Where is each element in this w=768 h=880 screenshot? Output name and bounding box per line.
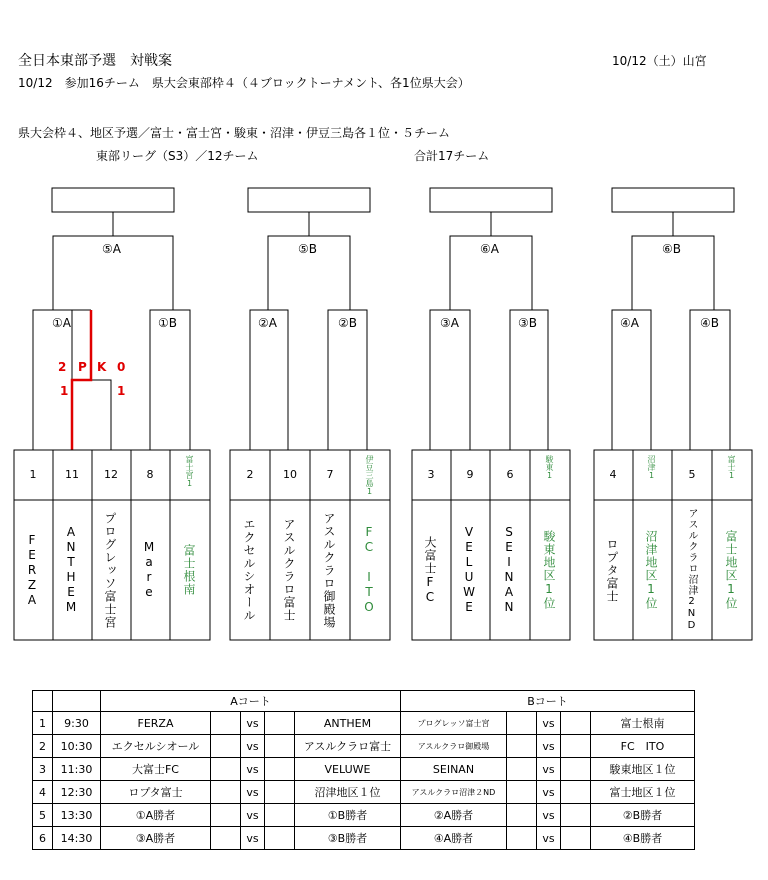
team-name: SEINAN [502,525,516,615]
winner-path [72,310,91,450]
winner-box-4 [612,188,734,212]
page-title: 全日本東部予選 対戦案 [18,53,172,69]
team-name: 富士地区1位 [724,530,738,610]
schedule-row [33,712,695,735]
match-time: 13:30 [53,804,101,827]
vs-label: vs [537,735,561,758]
pk-left: 2 [58,360,67,374]
header-line3: 県大会枠４、地区予選／富士・富士宮・駿東・沼津・伊豆三島各１位・５チーム [18,126,451,140]
vs-label: vs [241,781,265,804]
court-a-team1: FERZA [101,712,211,735]
team-seed: 富士1 [727,455,736,480]
team-seed: 6 [506,468,514,481]
team-seed: 11 [65,468,79,481]
team-name: アスルクラロ御殿場 [322,511,336,629]
spacer [561,827,591,850]
court-b-team2: 富士根南 [591,712,695,735]
team-seed: 2 [246,468,254,481]
vs-label: vs [537,827,561,850]
schedule-row [33,781,695,804]
spacer [507,712,537,735]
spacer [265,827,295,850]
spacer [507,827,537,850]
team-seed: 7 [326,468,334,481]
spacer [561,781,591,804]
vs-label: vs [241,804,265,827]
match-time: 14:30 [53,827,101,850]
match-time: 10:30 [53,735,101,758]
vs-label: vs [537,781,561,804]
row-number: 2 [33,735,53,758]
semi-label-4a: ④A [620,316,639,330]
header-line4a: 東部リーグ（S3）／12チーム [96,149,259,163]
spacer [211,735,241,758]
court-b-team2: ④B勝者 [591,827,695,850]
team-seed: 10 [283,468,297,481]
team-seed: 伊豆三島1 [365,455,374,496]
team-name: 沼津地区1位 [644,530,658,610]
match-time: 9:30 [53,712,101,735]
spacer [507,804,537,827]
final-label-5a: ⑤A [102,242,121,256]
team-seed: 1 [29,468,37,481]
semi-label-1a: ①A [52,316,71,330]
court-a-team2: 沼津地区１位 [295,781,401,804]
court-b-team1: ②A勝者 [401,804,507,827]
team-seed: 8 [146,468,154,481]
court-b-team2: FC ITO [591,735,695,758]
court-b-header: Bコート [401,691,695,712]
court-b-team2: 駿東地区１位 [591,758,695,781]
pk-k: K [97,360,107,374]
winner-box-2 [248,188,370,212]
schedule-row [33,758,695,781]
spacer [265,712,295,735]
spacer [211,758,241,781]
winner-box-3 [430,188,552,212]
row-number: 1 [33,712,53,735]
spacer [211,804,241,827]
court-b-team1: アスルクラロ沼津２ND [401,781,507,804]
team-name: アスルクラロ沼津2ND [686,508,697,632]
court-a-team1: ①A勝者 [101,804,211,827]
date-venue: 10/12（土）山宮 [612,54,707,68]
schedule-table [32,690,695,850]
team-seed: 5 [688,468,696,481]
court-a-team2: ①B勝者 [295,804,401,827]
court-b-team2: ②B勝者 [591,804,695,827]
team-seed: 4 [609,468,617,481]
vs-label: vs [537,804,561,827]
court-b-team1: SEINAN [401,758,507,781]
vs-label: vs [241,827,265,850]
spacer [211,827,241,850]
row-number: 6 [33,827,53,850]
team-seed: 沼津1 [647,455,656,480]
schedule-row [33,735,695,758]
semi-label-2a: ②A [258,316,277,330]
pk-right: 0 [117,360,126,374]
pk-p: P [78,360,87,374]
team-name: 大富士FC [423,535,437,605]
spacer [265,735,295,758]
final-label-5b: ⑤B [298,242,317,256]
spacer [507,758,537,781]
team-name: プログレッソ富士宮 [103,511,117,629]
match-time: 12:30 [53,781,101,804]
vs-label: vs [241,712,265,735]
team-seed: 9 [466,468,474,481]
team-name: 駿東地区1位 [542,530,556,610]
court-a-team2: アスルクラロ富士 [295,735,401,758]
row-number: 5 [33,804,53,827]
court-b-team1: アスルクラロ御殿場 [401,735,507,758]
final-label-6b: ⑥B [662,242,681,256]
team-name: Mare [142,540,156,600]
score-right: 1 [117,384,126,398]
spacer [561,712,591,735]
spacer [265,804,295,827]
team-name: エクセルシオール [242,518,256,622]
row-number: 3 [33,758,53,781]
spacer [561,804,591,827]
vs-label: vs [537,758,561,781]
team-name: アスルクラロ富士 [282,518,296,622]
winner-box-1 [52,188,174,212]
match-time: 11:30 [53,758,101,781]
team-name: 富士根南 [182,544,196,596]
semi-label-2b: ②B [338,316,357,330]
court-a-team2: ANTHEM [295,712,401,735]
spacer [507,781,537,804]
spacer [211,712,241,735]
semi-label-3a: ③A [440,316,459,330]
semi-label-1b: ①B [158,316,177,330]
semi-label-3b: ③B [518,316,537,330]
team-seed: 3 [427,468,435,481]
court-a-team1: 大富士FC [101,758,211,781]
court-a-team2: ③B勝者 [295,827,401,850]
schedule-row [33,804,695,827]
vs-label: vs [241,735,265,758]
team-seed: 富士宮1 [185,455,194,488]
court-a-team1: ③A勝者 [101,827,211,850]
final-label-6a: ⑥A [480,242,499,256]
header-line2: 10/12 参加16チーム 県大会東部枠４（４ブロックトーナメント、各1位県大会） [18,76,470,90]
vs-label: vs [537,712,561,735]
header-line4b: 合計17チーム [414,149,490,163]
spacer [211,781,241,804]
court-b-team1: プログレッソ富士宮 [401,712,507,735]
court-b-team2: 富士地区１位 [591,781,695,804]
team-name: FERZA [25,532,39,608]
spacer [265,758,295,781]
vs-label: vs [241,758,265,781]
spacer [507,735,537,758]
score-left: 1 [60,384,69,398]
team-name: ロプタ富士 [605,537,619,603]
team-name: FC ITO [362,525,376,615]
court-a-header: Aコート [101,691,401,712]
court-a-team1: エクセルシオール [101,735,211,758]
team-seed: 駿東1 [545,455,554,480]
court-a-team1: ロプタ富士 [101,781,211,804]
court-b-team1: ④A勝者 [401,827,507,850]
spacer [265,781,295,804]
team-seed: 12 [104,468,118,481]
court-a-team2: VELUWE [295,758,401,781]
spacer [561,735,591,758]
semi-label-4b: ④B [700,316,719,330]
schedule-row [33,827,695,850]
row-number: 4 [33,781,53,804]
team-name: ANTHEM [64,525,78,615]
spacer [561,758,591,781]
team-name: VELUWE [462,525,476,615]
